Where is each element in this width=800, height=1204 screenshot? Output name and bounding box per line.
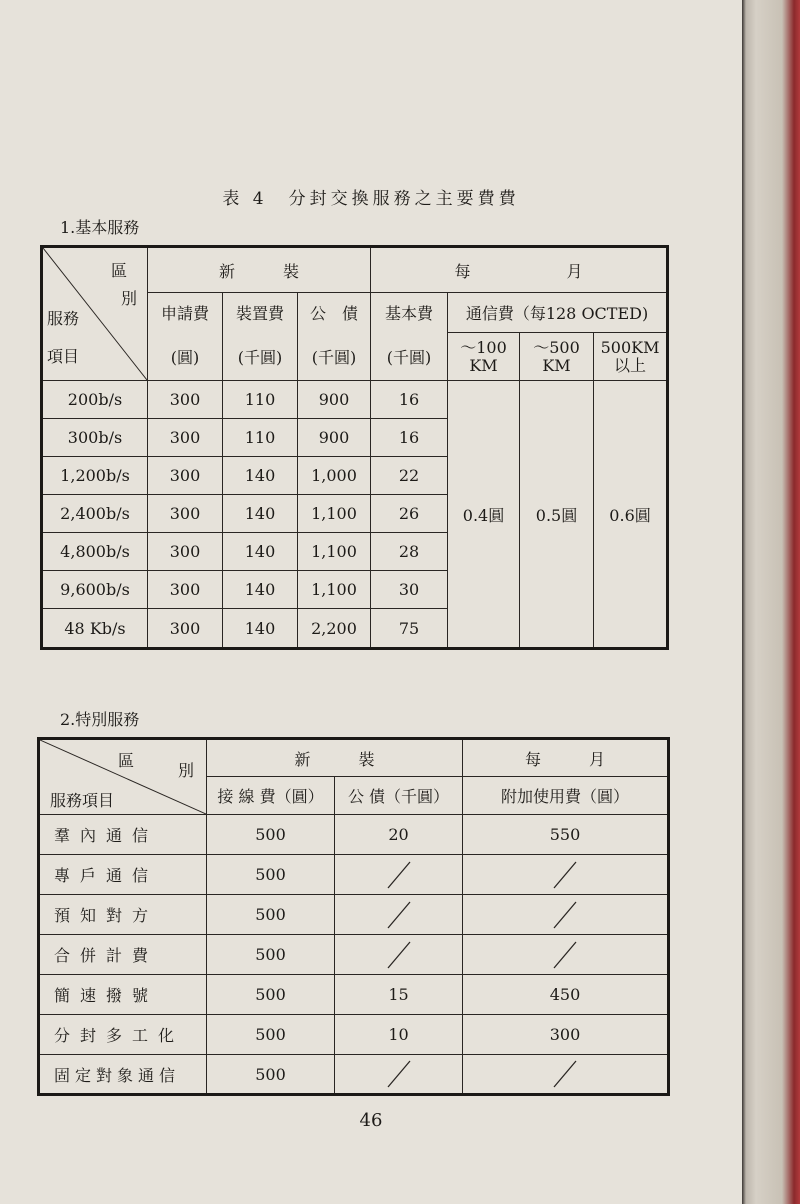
col-equip: 裝置費 [223, 293, 298, 333]
connection-fee: 500 [207, 975, 335, 1015]
slash-mark [384, 900, 414, 930]
slash-mark [550, 1059, 580, 1089]
col-extra-fee: 附加使用費（圓） [463, 777, 669, 815]
service-name: 2,400b/s [42, 495, 148, 533]
col-base-unit: (千圓) [371, 333, 448, 381]
comm-500km-value: 0.5圓 [520, 381, 594, 649]
table-row [39, 855, 669, 895]
section-2-label: 2.特別服務 [60, 710, 140, 729]
table-row [39, 815, 669, 855]
col-bond-unit: (千圓) [298, 333, 371, 381]
col-base: 基本費 [371, 293, 448, 333]
connection-fee: 500 [207, 1015, 335, 1055]
col-equip-unit: (千圓) [223, 333, 298, 381]
equip-fee: 140 [223, 533, 298, 571]
apply-fee: 300 [148, 495, 223, 533]
connection-fee: 500 [207, 1055, 335, 1095]
book-spine-edge [742, 0, 800, 1204]
table-row [39, 935, 669, 975]
col-bond: 公 債（千圓） [335, 777, 463, 815]
bond: 20 [335, 815, 463, 855]
corner-left1: 服務 [47, 309, 80, 328]
table-row [42, 381, 668, 419]
extra-fee: 450 [463, 975, 669, 1015]
base-fee: 75 [371, 609, 448, 649]
bond: 2,200 [298, 609, 371, 649]
equip-fee: 140 [223, 609, 298, 649]
extra-not-applicable [463, 1055, 669, 1095]
table-row [39, 1055, 669, 1095]
slash-mark [550, 940, 580, 970]
corner-top: 區 [110, 261, 127, 280]
apply-fee: 300 [148, 419, 223, 457]
corner-header [42, 247, 148, 381]
slash-mark [550, 900, 580, 930]
section-1-label: 1.基本服務 [60, 218, 140, 237]
apply-fee: 300 [148, 381, 223, 419]
slash-mark [384, 940, 414, 970]
page-number: 46 [359, 1110, 383, 1131]
col-100km: ～100 KM [448, 333, 520, 381]
service-name: 1,200b/s [42, 457, 148, 495]
col-500km-up: 500KM 以上 [594, 333, 668, 381]
equip-fee: 110 [223, 381, 298, 419]
extra-fee: 300 [463, 1015, 669, 1055]
corner-header [39, 739, 207, 815]
corner-top2: 別 [120, 289, 137, 308]
apply-fee: 300 [148, 533, 223, 571]
col-apply-unit: (圓) [148, 333, 223, 381]
extra-not-applicable [463, 895, 669, 935]
col-500km: ～500 KM [520, 333, 594, 381]
extra-not-applicable [463, 935, 669, 975]
comm-500km-up-value: 0.6圓 [594, 381, 668, 649]
service-name: 300b/s [42, 419, 148, 457]
col-bond: 公 債 [298, 293, 371, 333]
bond: 1,100 [298, 533, 371, 571]
bond-not-applicable [335, 855, 463, 895]
item-name: 羣內通信 [39, 815, 207, 855]
comm-fee-header: 通信費（每128 OCTED) [448, 293, 668, 333]
col-apply: 申請費 [148, 293, 223, 333]
table-row [39, 1015, 669, 1055]
bond: 900 [298, 419, 371, 457]
bond-not-applicable [335, 895, 463, 935]
base-fee: 22 [371, 457, 448, 495]
comm-100km-value: 0.4圓 [448, 381, 520, 649]
item-name: 簡速撥號 [39, 975, 207, 1015]
col-connection-fee: 接 線 費（圓） [207, 777, 335, 815]
bond: 15 [335, 975, 463, 1015]
connection-fee: 500 [207, 855, 335, 895]
service-name: 48 Kb/s [42, 609, 148, 649]
table-row [39, 975, 669, 1015]
base-fee: 26 [371, 495, 448, 533]
base-fee: 30 [371, 571, 448, 609]
item-name: 合併計費 [39, 935, 207, 975]
bond-not-applicable [335, 1055, 463, 1095]
corner-left2: 項目 [47, 347, 80, 366]
connection-fee: 500 [207, 895, 335, 935]
base-fee: 16 [371, 419, 448, 457]
apply-fee: 300 [148, 457, 223, 495]
item-name: 固定對象通信 [39, 1055, 207, 1095]
group-new-header: 新 裝 [207, 739, 463, 777]
page-title: 表 4 分封交換服務之主要費費 [222, 189, 520, 209]
equip-fee: 140 [223, 571, 298, 609]
equip-fee: 140 [223, 457, 298, 495]
bond: 10 [335, 1015, 463, 1055]
equip-fee: 140 [223, 495, 298, 533]
equip-fee: 110 [223, 419, 298, 457]
service-name: 200b/s [42, 381, 148, 419]
bond-not-applicable [335, 935, 463, 975]
apply-fee: 300 [148, 571, 223, 609]
extra-not-applicable [463, 855, 669, 895]
connection-fee: 500 [207, 815, 335, 855]
slash-mark [384, 860, 414, 890]
service-name: 4,800b/s [42, 533, 148, 571]
group-month-header: 每 月 [371, 247, 668, 293]
bond: 900 [298, 381, 371, 419]
bond: 1,100 [298, 571, 371, 609]
slash-mark [550, 860, 580, 890]
slash-mark [384, 1059, 414, 1089]
table-row [39, 895, 669, 935]
base-fee: 28 [371, 533, 448, 571]
corner-top: 區 [118, 751, 135, 770]
corner-top2: 別 [177, 761, 194, 780]
apply-fee: 300 [148, 609, 223, 649]
basic-service-table [40, 245, 669, 650]
base-fee: 16 [371, 381, 448, 419]
service-name: 9,600b/s [42, 571, 148, 609]
item-name: 專戶通信 [39, 855, 207, 895]
bond: 1,000 [298, 457, 371, 495]
group-new-header: 新 裝 [148, 247, 371, 293]
item-name: 分封多工化 [39, 1015, 207, 1055]
item-name: 預知對方 [39, 895, 207, 935]
group-month-header: 每 月 [463, 739, 669, 777]
bond: 1,100 [298, 495, 371, 533]
special-service-table [37, 737, 670, 1096]
extra-fee: 550 [463, 815, 669, 855]
corner-left: 服務項目 [50, 791, 115, 810]
connection-fee: 500 [207, 935, 335, 975]
